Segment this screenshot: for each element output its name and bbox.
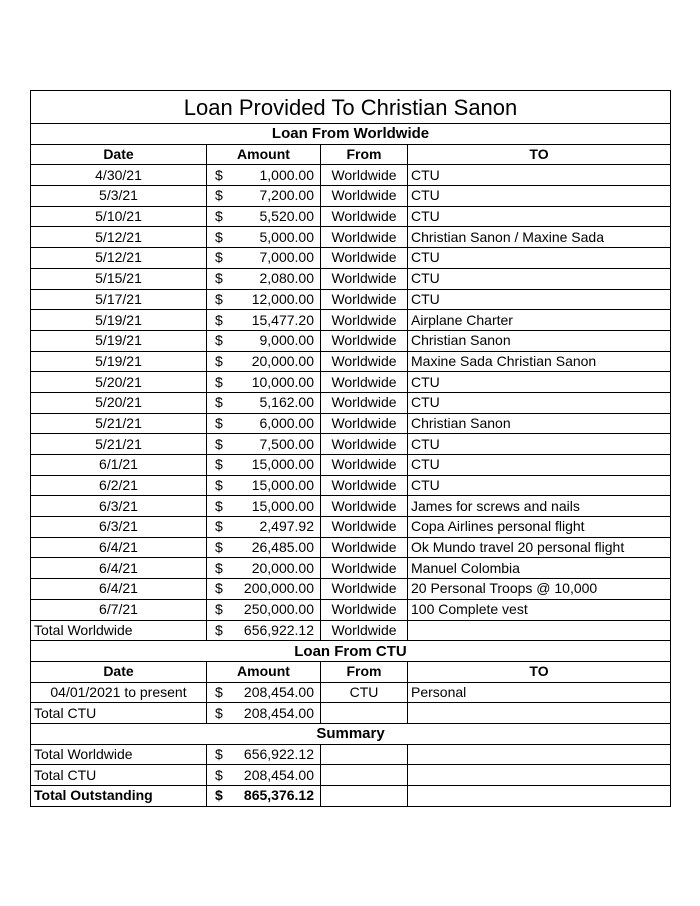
date-cell: 5/12/21: [31, 227, 207, 248]
amount-value: 15,000.00: [251, 497, 314, 514]
total-from: Worldwide: [321, 620, 408, 641]
amount-value: 2,497.92: [259, 518, 314, 535]
from-cell: Worldwide: [321, 248, 408, 269]
table-row: [31, 434, 671, 455]
header-row: [31, 144, 671, 165]
from-cell: Worldwide: [321, 289, 408, 310]
date-cell: 6/4/21: [31, 537, 207, 558]
currency-symbol: $: [215, 539, 223, 556]
currency-symbol: $: [215, 228, 223, 245]
amount-cell: [207, 455, 321, 476]
summary-row: [31, 744, 671, 765]
date-cell: 6/3/21: [31, 517, 207, 538]
currency-symbol: $: [215, 414, 223, 431]
summary-amount: 208,454.00: [243, 766, 314, 783]
amount-cell: [207, 351, 321, 372]
date-cell: 5/19/21: [31, 351, 207, 372]
currency-symbol: $: [215, 270, 223, 287]
from-cell: Worldwide: [321, 537, 408, 558]
table-row: [31, 227, 671, 248]
from-cell: Worldwide: [321, 186, 408, 207]
amount-cell: [207, 599, 321, 620]
amount-cell: [207, 517, 321, 538]
section-row: [31, 124, 671, 145]
currency-symbol: $: [215, 311, 223, 328]
amount-value: 1,000.00: [259, 166, 314, 183]
to-cell: CTU: [408, 206, 671, 227]
date-cell: 04/01/2021 to present: [31, 682, 207, 703]
empty-cell: [408, 703, 671, 724]
table-row: [31, 496, 671, 517]
empty-cell: [408, 786, 671, 807]
date-cell: 5/20/21: [31, 392, 207, 413]
to-cell: Ok Mundo travel 20 personal flight: [408, 537, 671, 558]
amount-value: 2,080.00: [259, 270, 314, 287]
from-cell: Worldwide: [321, 434, 408, 455]
amount-cell: [207, 413, 321, 434]
to-cell: Christian Sanon: [408, 330, 671, 351]
from-cell: Worldwide: [321, 372, 408, 393]
currency-symbol: $: [215, 621, 223, 638]
to-cell: CTU: [408, 248, 671, 269]
table-row: [31, 330, 671, 351]
date-cell: 5/20/21: [31, 372, 207, 393]
table-row: [31, 165, 671, 186]
empty-cell: [408, 620, 671, 641]
amount-cell: [207, 227, 321, 248]
to-cell: CTU: [408, 434, 671, 455]
currency-symbol: $: [215, 601, 223, 618]
ctu-section-title: Loan From CTU: [31, 641, 671, 662]
total-amount: 656,922.12: [243, 621, 314, 638]
table-row: [31, 579, 671, 600]
empty-cell: [321, 786, 408, 807]
amount-value: 5,162.00: [259, 394, 314, 411]
amount-cell: [207, 165, 321, 186]
table-row: [31, 372, 671, 393]
empty-cell: [321, 744, 408, 765]
to-cell: CTU: [408, 268, 671, 289]
date-header: Date: [31, 144, 207, 165]
empty-cell: [321, 703, 408, 724]
from-cell: Worldwide: [321, 496, 408, 517]
amount-value: 26,485.00: [251, 539, 314, 556]
to-cell: Airplane Charter: [408, 310, 671, 331]
total-outstanding-row: [31, 786, 671, 807]
amount-cell: [207, 434, 321, 455]
date-cell: 6/3/21: [31, 496, 207, 517]
total-amount-cell: [207, 620, 321, 641]
currency-symbol: $: [215, 559, 223, 576]
currency-symbol: $: [215, 332, 223, 349]
table-row: [31, 289, 671, 310]
table-row: [31, 682, 671, 703]
amount-cell: [207, 248, 321, 269]
to-cell: CTU: [408, 475, 671, 496]
amount-value: 9,000.00: [259, 332, 314, 349]
amount-value: 200,000.00: [243, 580, 314, 597]
date-header: Date: [31, 661, 207, 682]
to-cell: Manuel Colombia: [408, 558, 671, 579]
amount-cell: [207, 496, 321, 517]
from-cell: Worldwide: [321, 351, 408, 372]
date-cell: 5/15/21: [31, 268, 207, 289]
to-cell: 20 Personal Troops @ 10,000: [408, 579, 671, 600]
empty-cell: [321, 765, 408, 786]
to-cell: James for screws and nails: [408, 496, 671, 517]
table-row: [31, 392, 671, 413]
to-header: TO: [408, 144, 671, 165]
amount-cell: [207, 475, 321, 496]
from-header: From: [321, 661, 408, 682]
summary-section-title: Summary: [31, 723, 671, 744]
to-cell: CTU: [408, 165, 671, 186]
from-cell: Worldwide: [321, 268, 408, 289]
table-row: [31, 310, 671, 331]
outstanding-label: Total Outstanding: [31, 786, 207, 807]
amount-value: 208,454.00: [243, 683, 314, 700]
date-cell: 6/4/21: [31, 558, 207, 579]
amount-cell: [207, 206, 321, 227]
currency-symbol: $: [215, 373, 223, 390]
amount-cell: [207, 330, 321, 351]
table-row: [31, 558, 671, 579]
summary-label: Total CTU: [31, 765, 207, 786]
from-cell: Worldwide: [321, 413, 408, 434]
amount-value: 12,000.00: [251, 290, 314, 307]
amount-value: 15,000.00: [251, 456, 314, 473]
ctu-total-row: [31, 703, 671, 724]
date-cell: 5/3/21: [31, 186, 207, 207]
date-cell: 5/21/21: [31, 413, 207, 434]
from-cell: Worldwide: [321, 579, 408, 600]
currency-symbol: $: [215, 456, 223, 473]
from-cell: Worldwide: [321, 206, 408, 227]
loan-table: [30, 90, 671, 807]
table-row: [31, 248, 671, 269]
amount-cell: [207, 682, 321, 703]
date-cell: 5/10/21: [31, 206, 207, 227]
amount-value: 5,520.00: [259, 208, 314, 225]
currency-symbol: $: [215, 249, 223, 266]
date-cell: 5/19/21: [31, 330, 207, 351]
currency-symbol: $: [215, 580, 223, 597]
currency-symbol: $: [215, 745, 223, 762]
amount-cell: [207, 268, 321, 289]
outstanding-amount: 865,376.12: [243, 787, 314, 804]
to-cell: Christian Sanon / Maxine Sada: [408, 227, 671, 248]
to-cell: CTU: [408, 455, 671, 476]
amount-value: 20,000.00: [251, 352, 314, 369]
amount-value: 15,000.00: [251, 477, 314, 494]
empty-cell: [408, 744, 671, 765]
table-row: [31, 351, 671, 372]
amount-cell: [207, 289, 321, 310]
summary-amount: 656,922.12: [243, 745, 314, 762]
currency-symbol: $: [215, 766, 223, 783]
to-header: TO: [408, 661, 671, 682]
date-cell: 5/19/21: [31, 310, 207, 331]
from-header: From: [321, 144, 408, 165]
summary-amount-cell: [207, 765, 321, 786]
date-cell: 6/7/21: [31, 599, 207, 620]
table-row: [31, 517, 671, 538]
summary-amount-cell: [207, 744, 321, 765]
to-cell: Maxine Sada Christian Sanon: [408, 351, 671, 372]
date-cell: 5/17/21: [31, 289, 207, 310]
empty-cell: [408, 765, 671, 786]
currency-symbol: $: [215, 497, 223, 514]
amount-value: 10,000.00: [251, 373, 314, 390]
currency-symbol: $: [215, 704, 223, 721]
from-cell: Worldwide: [321, 455, 408, 476]
to-cell: CTU: [408, 372, 671, 393]
table-row: [31, 268, 671, 289]
currency-symbol: $: [215, 352, 223, 369]
from-cell: Worldwide: [321, 227, 408, 248]
from-cell: Worldwide: [321, 330, 408, 351]
header-row: [31, 661, 671, 682]
amount-cell: [207, 558, 321, 579]
currency-symbol: $: [215, 518, 223, 535]
currency-symbol: $: [215, 477, 223, 494]
title-row: [31, 91, 671, 124]
date-cell: 5/21/21: [31, 434, 207, 455]
from-cell: Worldwide: [321, 517, 408, 538]
total-amount-cell: [207, 703, 321, 724]
currency-symbol: $: [215, 787, 223, 804]
outstanding-amount-cell: [207, 786, 321, 807]
currency-symbol: $: [215, 166, 223, 183]
worldwide-section-title: Loan From Worldwide: [31, 124, 671, 145]
amount-value: 15,477.20: [251, 311, 314, 328]
currency-symbol: $: [215, 208, 223, 225]
date-cell: 6/2/21: [31, 475, 207, 496]
from-cell: Worldwide: [321, 165, 408, 186]
amount-value: 5,000.00: [259, 228, 314, 245]
page-title: Loan Provided To Christian Sanon: [31, 91, 671, 124]
amount-value: 7,200.00: [259, 187, 314, 204]
table-row: [31, 599, 671, 620]
amount-value: 6,000.00: [259, 414, 314, 431]
from-cell: CTU: [321, 682, 408, 703]
to-cell: CTU: [408, 186, 671, 207]
amount-header: Amount: [207, 144, 321, 165]
to-cell: Christian Sanon: [408, 413, 671, 434]
amount-value: 7,500.00: [259, 435, 314, 452]
to-cell: CTU: [408, 392, 671, 413]
currency-symbol: $: [215, 187, 223, 204]
to-cell: 100 Complete vest: [408, 599, 671, 620]
table-row: [31, 413, 671, 434]
currency-symbol: $: [215, 394, 223, 411]
amount-value: 20,000.00: [251, 559, 314, 576]
table-row: [31, 475, 671, 496]
amount-value: 250,000.00: [243, 601, 314, 618]
currency-symbol: $: [215, 290, 223, 307]
section-row: [31, 723, 671, 744]
date-cell: 6/4/21: [31, 579, 207, 600]
amount-cell: [207, 392, 321, 413]
amount-cell: [207, 579, 321, 600]
total-label: Total Worldwide: [31, 620, 207, 641]
table-row: [31, 455, 671, 476]
amount-cell: [207, 372, 321, 393]
currency-symbol: $: [215, 683, 223, 700]
amount-header: Amount: [207, 661, 321, 682]
summary-label: Total Worldwide: [31, 744, 207, 765]
currency-symbol: $: [215, 435, 223, 452]
amount-cell: [207, 537, 321, 558]
amount-cell: [207, 310, 321, 331]
total-amount: 208,454.00: [243, 704, 314, 721]
section-row: [31, 641, 671, 662]
table-row: [31, 206, 671, 227]
from-cell: Worldwide: [321, 599, 408, 620]
to-cell: Personal: [408, 682, 671, 703]
to-cell: Copa Airlines personal flight: [408, 517, 671, 538]
total-label: Total CTU: [31, 703, 207, 724]
summary-row: [31, 765, 671, 786]
amount-cell: [207, 186, 321, 207]
date-cell: 6/1/21: [31, 455, 207, 476]
from-cell: Worldwide: [321, 558, 408, 579]
date-cell: 5/12/21: [31, 248, 207, 269]
from-cell: Worldwide: [321, 475, 408, 496]
amount-value: 7,000.00: [259, 249, 314, 266]
table-row: [31, 186, 671, 207]
to-cell: CTU: [408, 289, 671, 310]
from-cell: Worldwide: [321, 392, 408, 413]
from-cell: Worldwide: [321, 310, 408, 331]
date-cell: 4/30/21: [31, 165, 207, 186]
worldwide-total-row: [31, 620, 671, 641]
table-row: [31, 537, 671, 558]
